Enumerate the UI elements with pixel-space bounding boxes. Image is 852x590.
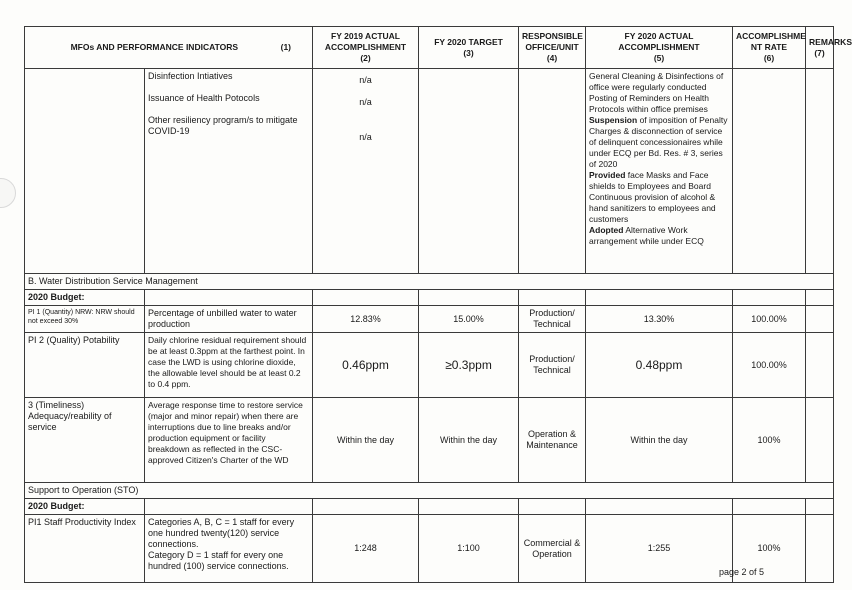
remarks-value <box>806 515 834 583</box>
header-mfo-num: (1) <box>280 42 292 52</box>
covid-actual-cell <box>586 69 733 274</box>
covid-actual-text: Alternative Work arrangement while under ECQ <box>589 225 704 246</box>
covid-mfo-cell <box>25 69 145 274</box>
remarks-value <box>806 398 834 483</box>
header-mfo-label: MFOs AND PERFORMANCE INDICATORS <box>70 42 239 52</box>
fy2019-value: 0.46ppm <box>313 333 419 398</box>
remarks-value <box>806 333 834 398</box>
table-row <box>25 306 834 333</box>
header-rate <box>733 27 806 69</box>
rate-value: 100.00% <box>733 306 806 333</box>
covid-rate-cell <box>733 69 806 274</box>
actual-value: 1:255 <box>586 515 733 583</box>
section-b-title: B. Water Distribution Service Management <box>25 274 834 290</box>
section-b-budget: 2020 Budget: <box>25 290 145 306</box>
pi-description <box>145 515 313 583</box>
na-value: n/a <box>359 132 372 142</box>
header-office <box>519 27 586 69</box>
header-rate-num: (6) <box>763 53 775 63</box>
covid-item: Disinfection Intiatives <box>148 71 233 81</box>
performance-table <box>24 26 852 583</box>
office-value: Production/ Technical <box>519 333 586 398</box>
empty-cell <box>145 290 313 306</box>
header-fy2020-actual-num: (5) <box>653 53 665 63</box>
covid-item: Issuance of Health Potocols <box>148 93 260 103</box>
empty-cell <box>806 290 834 306</box>
pi-description-line: Category D = 1 staff for every one hundred (100) service connections. <box>148 550 289 571</box>
empty-cell <box>145 499 313 515</box>
header-mfo <box>25 27 313 69</box>
empty-cell <box>733 290 806 306</box>
header-rate-label: ACCOMPLISHME NT RATE <box>736 31 806 52</box>
pi-label: PI 1 (Quantity) NRW: NRW should not exceed 30% <box>25 306 145 333</box>
covid-actual-bold: Adopted <box>589 225 624 235</box>
target-value: ≥0.3ppm <box>419 333 519 398</box>
covid-actual-bold: Provided <box>589 170 626 180</box>
pi-description: Percentage of unbilled water to water production <box>145 306 313 333</box>
table-row <box>25 333 834 398</box>
punch-hole-mark <box>0 178 16 208</box>
covid-actual-line: Continuous provision of alcohol & hand sanitizers to employees and customers <box>589 192 716 224</box>
covid-na-cell <box>313 69 419 274</box>
header-remarks <box>806 27 852 69</box>
covid-actual-line: General Cleaning & Disinfections of office were regularly conducted <box>589 71 724 92</box>
office-value: Operation & Maintenance <box>519 398 586 483</box>
na-value: n/a <box>359 75 372 85</box>
covid-actual-text: face Masks and Face shields to Employees and Board <box>589 170 711 191</box>
remarks-value <box>806 306 834 333</box>
empty-cell <box>419 499 519 515</box>
header-fy2019-label: FY 2019 ACTUAL ACCOMPLISHMENT <box>324 31 407 52</box>
sto-budget: 2020 Budget: <box>25 499 145 515</box>
na-value: n/a <box>359 97 372 107</box>
header-target-label: FY 2020 TARGET <box>434 36 503 47</box>
target-value: Within the day <box>419 398 519 483</box>
fy2019-value: 12.83% <box>313 306 419 333</box>
header-row <box>25 27 834 69</box>
covid-remarks-cell <box>806 69 834 274</box>
covid-actual-line <box>589 225 729 247</box>
header-target <box>419 27 519 69</box>
target-value: 1:100 <box>419 515 519 583</box>
covid-item: Other resiliency program/s to mitigate COVID-19 <box>148 115 298 136</box>
empty-cell <box>313 290 419 306</box>
empty-cell <box>519 290 586 306</box>
empty-cell <box>586 499 733 515</box>
fy2019-value: 1:248 <box>313 515 419 583</box>
covid-actual-line: Posting of Reminders on Health Protocols within office premises <box>589 93 710 114</box>
empty-cell <box>313 499 419 515</box>
table-row <box>25 398 834 483</box>
pi-label: PI 2 (Quality) Potability <box>25 333 145 398</box>
covid-actual-text: of imposition of Penalty Charges & disconnection of service of delinquent concessionaires while under ECQ per Bd. Res. # 3, series of 2020 <box>589 115 728 169</box>
header-office-label: RESPONSIBLE OFFICE/UNIT <box>522 31 583 52</box>
budget-row <box>25 290 834 306</box>
header-remarks-label: REMARKS <box>809 36 852 47</box>
pi-label: 3 (Timeliness) Adequacy/reability of service <box>25 398 145 483</box>
empty-cell <box>733 499 806 515</box>
pi-label: PI1 Staff Productivity Index <box>25 515 145 583</box>
empty-cell <box>806 499 834 515</box>
header-fy2020-actual <box>586 27 733 69</box>
header-fy2019-num: (2) <box>360 53 371 63</box>
covid-office-cell <box>519 69 586 274</box>
empty-cell <box>519 499 586 515</box>
header-target-num: (3) <box>463 47 474 58</box>
rate-value: 100% <box>733 398 806 483</box>
actual-value: 0.48ppm <box>586 333 733 398</box>
covid-actual-line <box>589 115 729 170</box>
fy2019-value: Within the day <box>313 398 419 483</box>
header-remarks-num: (7) <box>814 47 825 58</box>
pi-description-line: Categories A, B, C = 1 staff for every one hundred twenty(120) service connections. <box>148 517 295 549</box>
section-title-row <box>25 274 834 290</box>
page-number: page 2 of 5 <box>719 567 765 577</box>
covid-items-cell <box>145 69 313 274</box>
covid-target-cell <box>419 69 519 274</box>
covid-row <box>25 69 834 274</box>
header-office-num: (4) <box>546 53 558 63</box>
section-title-row <box>25 483 834 499</box>
sto-title: Support to Operation (STO) <box>25 483 834 499</box>
header-fy2020-actual-label: FY 2020 ACTUAL ACCOMPLISHMENT <box>618 31 700 52</box>
rate-value: 100% <box>733 515 806 583</box>
office-value: Commercial & Operation <box>519 515 586 583</box>
actual-value: Within the day <box>586 398 733 483</box>
actual-value: 13.30% <box>586 306 733 333</box>
covid-actual-line <box>589 170 729 192</box>
office-value: Production/ Technical <box>519 306 586 333</box>
rate-value: 100.00% <box>733 333 806 398</box>
header-fy2019 <box>313 27 419 69</box>
budget-row <box>25 499 834 515</box>
pi-description: Average response time to restore service (major and minor repair) when there are interruptions due to line breaks and/or production equipment or facility breakdown as reflected in the CSC-approved Citizen's Charter of the WD <box>145 398 313 483</box>
covid-actual-bold: Suspension <box>589 115 638 125</box>
target-value: 15.00% <box>419 306 519 333</box>
empty-cell <box>586 290 733 306</box>
pi-description: Daily chlorine residual requirement should be at least 0.3ppm at the farthest point. In case the LWD is using chlorine dioxide, the allowable level should be at least 0.2 to 0.4 ppm. <box>145 333 313 398</box>
table-row <box>25 515 834 583</box>
empty-cell <box>419 290 519 306</box>
